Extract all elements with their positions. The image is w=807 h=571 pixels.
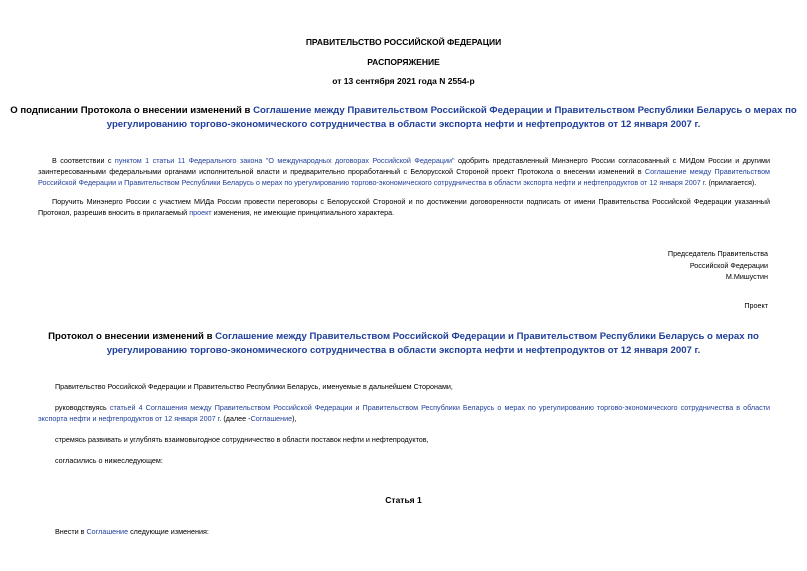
para1-text-1: В соответствии с [52,156,115,165]
amend-text-2: следующие изменения: [128,527,209,536]
protocol-parties: Правительство Российской Федерации и Правительство Республики Беларусь, именуемые в дальнейшем Сторонами, [55,382,453,391]
amend-text-1: Внести в [55,527,87,536]
federal-law-link[interactable]: пунктом 1 статьи 11 Федерального закона "О международных договорах Российской Федерации" [114,156,455,165]
government-heading: ПРАВИТЕЛЬСТВО РОССИЙСКОЙ ФЕДЕРАЦИИ [305,37,502,47]
agreement-short-link[interactable]: Соглашение [250,414,293,423]
protocol-guided-line2 [38,413,770,424]
agreement-link-title-cont[interactable]: урегулированию торгово-экономического сотрудничества в области экспорта нефти и нефтепродуктов от 12 января 2007 г. [106,119,701,130]
agreement-link-para1[interactable]: Соглашение между Правительством Российской Федерации и Правительством Республики Беларусь о мерах по урегулированию торгово-экономического сотрудничества в области экспорта нефти и нефтепродуктов от 12 января 2007 г. [38,167,771,187]
protocol-guided-line1 [38,402,770,413]
protocol-agreed: согласились о нижеследующем: [55,456,163,465]
article-4-link[interactable]: статьей 4 Соглашения между Правительством Российской Федерации и Правительством Республики Беларусь о мерах по урегулированию торгово-экономического сотрудничества в области [109,403,771,412]
document-title-line1 [0,104,807,118]
document-type: РАСПОРЯЖЕНИЕ [367,57,440,67]
agreement-link-protocol-cont[interactable]: урегулированию торгово-экономического сотрудничества в области экспорта нефти и нефтепродуктов от 12 января 2007 г. [106,345,701,356]
signature-name: М.Мишустин [725,272,768,281]
protocol-title-line1 [0,330,807,344]
title-prefix: О подписании Протокола о внесении изменений в [10,105,254,116]
guided-text-2: (далее - [221,414,251,423]
agreement-amend-link[interactable]: Соглашение [86,527,129,536]
agreement-link-protocol[interactable]: Соглашение между Правительством Российской Федерации и Правительством Республики Беларусь о мерах по [215,331,759,342]
draft-label: Проект [744,301,768,310]
guided-text-1: руководствуясь [55,403,110,412]
draft-link[interactable]: проект [189,208,212,217]
article-4-link-cont[interactable]: экспорта нефти и нефтепродуктов от 12 января 2007 г. [38,414,222,423]
signature-block [668,248,768,283]
para2-text-1: Поручить Минэнерго России с участием МИДа России провести переговоры с Белорусской Стороной и по достижении договоренности подписать от имени Правительства Российской Федерации указанный Протокол, разрешив вносить в прилагаемый [38,197,770,217]
para1-text-3: (прилагается). [706,178,757,187]
guided-text-3: ), [292,414,297,423]
protocol-amend [55,527,209,536]
para1-text-2: одобрить представленный Минэнерго России согласованный с МИДом России и другими заинтересованными федеральными органами исполнительной власти и предварительно проработанный с Белорусской Стороной проект Протокола о внесении изменений в [38,156,770,176]
signature-line2: Российской Федерации [689,260,768,270]
protocol-guided [38,402,770,424]
date-number: от 13 сентября 2021 года N 2554-р [332,76,475,86]
agreement-link-title[interactable]: Соглашение между Правительством Российской Федерации и Правительством Республики Беларусь о мерах по [253,105,797,116]
document-title [0,104,807,132]
para2-text-2: изменения, не имеющие принципиального характера. [211,208,395,217]
paragraph-1 [38,155,770,188]
protocol-title-prefix: Протокол о внесении изменений в [48,331,216,342]
protocol-striving: стремясь развивать и углублять взаимовыгодное сотрудничество в области поставок нефти и нефтепродуктов, [55,435,429,444]
signature-line1: Председатель Правительства [667,249,768,258]
paragraph-2 [38,196,770,218]
article-heading: Статья 1 [385,495,422,505]
protocol-title [0,330,807,358]
